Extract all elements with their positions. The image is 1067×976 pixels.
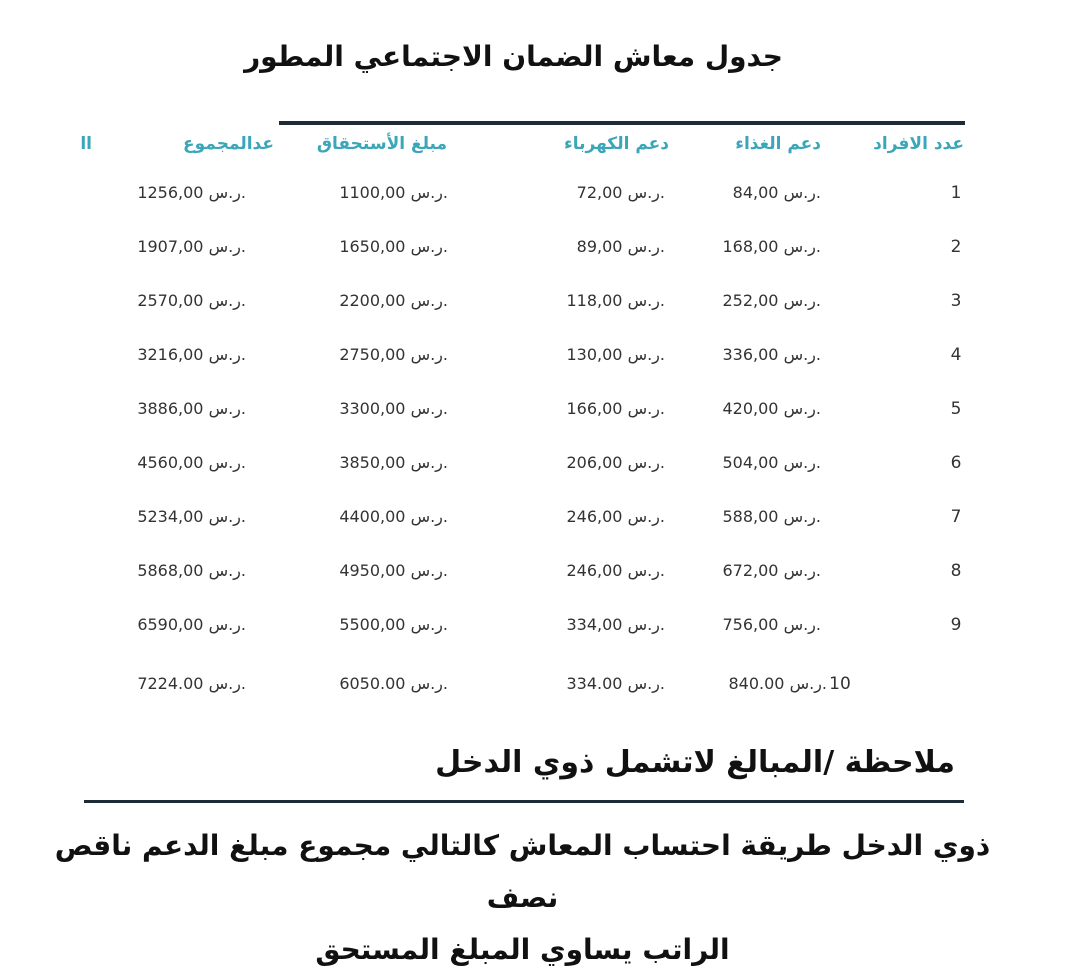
row-members: 5 xyxy=(950,399,962,419)
description-line-2: الراتب يساوي المبلغ المستحق xyxy=(315,933,730,966)
row-entitlement: 3850,00 ر.س. xyxy=(339,453,448,472)
row-total: 5234,00 ر.س. xyxy=(137,507,246,526)
header-members: عدد الافراد xyxy=(873,134,964,154)
header-food-support: دعم الغذاء xyxy=(735,134,821,154)
header-entitlement: مبلغ الأستحقاق xyxy=(316,134,447,154)
row-electricity-support: 246,00 ر.س. xyxy=(566,507,665,526)
description-line-1: ذوي الدخل طريقة احتساب المعاش كالتالي مجموع مبلغ الدعم ناقص نصف xyxy=(54,829,991,914)
row-members: 4 xyxy=(950,345,962,365)
page-title: جدول معاش الضمان الاجتماعي المطور xyxy=(244,40,783,73)
row-members: 8 xyxy=(950,561,962,581)
row-total: 2570,00 ر.س. xyxy=(137,291,246,310)
row-total: 1907,00 ر.س. xyxy=(137,237,246,256)
header-divider xyxy=(279,121,965,125)
header-electricity-support: دعم الكهرباء xyxy=(564,134,669,154)
row-food-support: 252,00 ر.س. xyxy=(722,291,821,310)
row-total: 3216,00 ر.س. xyxy=(137,345,246,364)
row-entitlement: 1650,00 ر.س. xyxy=(339,237,448,256)
row-entitlement: 4400,00 ر.س. xyxy=(339,507,448,526)
row-electricity-support: 246,00 ر.س. xyxy=(566,561,665,580)
row-members: 9 xyxy=(950,615,962,635)
row-food-support: 672,00 ر.س. xyxy=(722,561,821,580)
row-entitlement: 4950,00 ر.س. xyxy=(339,561,448,580)
header-extra: اا xyxy=(80,134,92,154)
row-members: 7 xyxy=(950,507,962,527)
row-entitlement: 3300,00 ر.س. xyxy=(339,399,448,418)
header-total: عدالمجموع xyxy=(183,134,274,154)
row-total: 6590,00 ر.س. xyxy=(137,615,246,634)
row-food-support: 84,00 ر.س. xyxy=(732,183,821,202)
row-entitlement: 2200,00 ر.س. xyxy=(339,291,448,310)
row-food-support: 420,00 ر.س. xyxy=(722,399,821,418)
row-entitlement: 2750,00 ر.س. xyxy=(339,345,448,364)
row-electricity-support: 206,00 ر.س. xyxy=(566,453,665,472)
row-food-support: 168,00 ر.س. xyxy=(722,237,821,256)
row-food-support: 840.00 ر.س. xyxy=(728,674,827,693)
row-food-support: 504,00 ر.س. xyxy=(722,453,821,472)
note-divider xyxy=(84,800,964,803)
row-members: 3 xyxy=(950,291,962,311)
row-members: 10 xyxy=(829,674,851,694)
row-total: 3886,00 ر.س. xyxy=(137,399,246,418)
row-total: 7224.00 ر.س. xyxy=(137,674,246,693)
row-electricity-support: 89,00 ر.س. xyxy=(576,237,665,256)
row-entitlement: 5500,00 ر.س. xyxy=(339,615,448,634)
note-text: ملاحظة /المبالغ لاتشمل ذوي الدخل xyxy=(435,745,955,780)
row-entitlement: 6050.00 ر.س. xyxy=(339,674,448,693)
row-members: 2 xyxy=(950,237,962,257)
row-total: 5868,00 ر.س. xyxy=(137,561,246,580)
row-total: 1256,00 ر.س. xyxy=(137,183,246,202)
row-food-support: 336,00 ر.س. xyxy=(722,345,821,364)
row-electricity-support: 130,00 ر.س. xyxy=(566,345,665,364)
row-members: 6 xyxy=(950,453,962,473)
row-members: 1 xyxy=(950,183,962,203)
row-electricity-support: 166,00 ر.س. xyxy=(566,399,665,418)
row-electricity-support: 72,00 ر.س. xyxy=(576,183,665,202)
row-food-support: 756,00 ر.س. xyxy=(722,615,821,634)
row-electricity-support: 334.00 ر.س. xyxy=(566,674,665,693)
row-total: 4560,00 ر.س. xyxy=(137,453,246,472)
row-electricity-support: 118,00 ر.س. xyxy=(566,291,665,310)
row-food-support: 588,00 ر.س. xyxy=(722,507,821,526)
calculation-description xyxy=(30,820,1015,976)
row-entitlement: 1100,00 ر.س. xyxy=(339,183,448,202)
row-electricity-support: 334,00 ر.س. xyxy=(566,615,665,634)
